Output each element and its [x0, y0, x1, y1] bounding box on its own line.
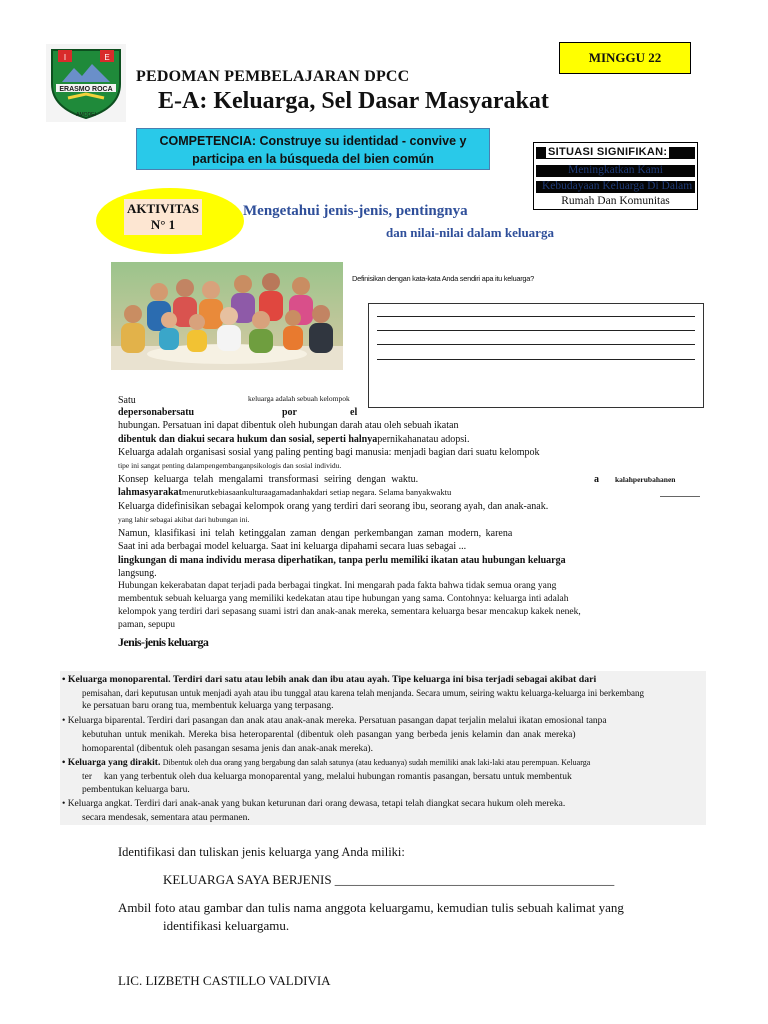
type-item-line: pemisahan, dari keputusan untuk menjadi ayah atau ibu tunggal atau karena telah menjanda. Secara umum, seiring waktu keluarga-keluarga ini berkembang [82, 688, 644, 698]
activity-title-2: dan nilai-nilai dalam keluarga [386, 225, 554, 240]
body-line: membentuk sebuah keluarga yang memiliki kedekatan atau tipe hubungan yang sama. Contohnya: keluarga inti adalah [118, 594, 569, 604]
body-line: kelompok yang terdiri dari sepasang suami istri dan anak-anak mereka, sementara keluarga besar mencakup kakek nenek, [118, 607, 581, 617]
body-rest: pernikahanatau adopsi. [377, 434, 470, 445]
photo-instruction [118, 899, 624, 935]
type-item-biparental: • Keluarga biparental. Terdiri dari pasangan dan anak atau anak-anak mereka. Persatuan pasangan dapat terjalin melalui ikatan emosional tanpa [62, 716, 607, 726]
situasi-caption: SITUASI SIGNIFIKAN: [548, 146, 668, 158]
body-line: hubungan. Persatuan ini dapat dibentuk oleh hubungan darah atau oleh sebuah ikatan [118, 420, 459, 431]
logo-panel-left: I [63, 53, 67, 62]
body-line: por [282, 407, 297, 418]
body-line: a [594, 474, 599, 485]
body-line: paman, sepupu [118, 620, 175, 630]
guide-title: PEDOMAN PEMBELAJARAN DPCC [136, 68, 410, 85]
teacher-signature: LIC. LIZBETH CASTILLO VALDIVIA [118, 973, 331, 988]
body-line: lingkungan di mana individu merasa diperhatikan, tanpa perlu memiliki ikatan atau hubungan keluarga [118, 555, 566, 566]
body-line [118, 433, 469, 446]
type-item-adoptive: • Keluarga angkat. Terdiri dari anak-anak yang bukan keturunan dari orang dewasa, tetapi telah diangkat secara hukum oleh mereka. [62, 799, 566, 809]
body-line: Namun, klasifikasi ini telah ketinggalan zaman dengan perkembangan zaman modern, karena [118, 528, 513, 539]
type-item-line: homoparental (dibentuk oleh pasangan sesama jenis dan anak-anak mereka). [82, 744, 373, 754]
page-title: E-A: Keluarga, Sel Dasar Masyarakat [158, 88, 549, 114]
body-line: langsung. [118, 568, 157, 579]
school-logo [46, 44, 126, 122]
photo-instruction-line-1: Ambil foto atau gambar dan tulis nama anggota keluargamu, kemudian tulis sebuah kalimat yang [118, 900, 624, 915]
activity-title-1: Mengetahui jenis-jenis, pentingnya [243, 203, 468, 219]
type-item-line: ter kan yang terbentuk oleh dua keluarga monoparental yang, melalui hubungan romantis pasangan, bersatu untuk membentuk [82, 772, 572, 782]
body-line: Satu [118, 395, 136, 406]
answer-line [377, 344, 695, 345]
type-item-bold: • Keluarga yang dirakit. [62, 758, 161, 768]
answer-line [377, 330, 695, 331]
body-line: depersonabersatu [118, 407, 195, 418]
family-type-field[interactable]: KELUARGA SAYA BERJENIS ___________________________________________ [163, 872, 615, 887]
body-line: Keluarga adalah organisasi sosial yang paling penting bagi manusia: menjadi bagian dari suatu kelompok [118, 447, 540, 458]
type-item-line: secara mendesak, sementara atau permanen. [82, 813, 250, 823]
type-item-line: pembentukan keluarga baru. [82, 785, 190, 795]
body-line [118, 486, 451, 499]
type-item-rest: Dibentuk oleh dua orang yang bergabung dan salah satunya (atau keduanya) sudah memiliki anak laki-laki atau perempuan. Keluarga [162, 758, 591, 767]
logo-panel-right: E [104, 53, 110, 62]
answer-box[interactable] [368, 303, 704, 408]
identify-instruction: Identifikasi dan tuliskan jenis keluarga yang Anda miliki: [118, 845, 405, 859]
type-item-monoparental: • Keluarga monoparental. Terdiri dari satu atau lebih anak dan ibu atau ayah. Tipe keluarga ini bisa terjadi sebagai akibat dari [62, 674, 597, 685]
situasi-box [533, 142, 698, 210]
situasi-line-2: Kebudayaan Keluarga Di Dalam [542, 180, 693, 192]
family-photo [111, 262, 343, 370]
competencia-box [136, 128, 490, 170]
type-item-line: ke persatuan baru orang tua, membentuk keluarga yang terpasang. [82, 701, 334, 711]
blank-line [660, 496, 700, 497]
body-line: Saat ini ada berbagai model keluarga. Saat ini keluarga dipahami secara luas sebagai ... [118, 541, 467, 552]
body-bold: lahmasyarakat [118, 487, 182, 498]
activity-label-line-2: N° 1 [150, 217, 176, 232]
photo-instruction-line-2: identifikasi keluargamu. [163, 918, 290, 933]
competencia-line-1: COMPETENCIA: Construye su identidad - convive y [159, 134, 467, 148]
situasi-line-1: Meningkatkan Kami [568, 164, 663, 176]
answer-line [377, 359, 695, 360]
body-rest: menurutkebiasaankulturaagamadanhakdari setiap negara. Selama banyakwaktu [181, 487, 452, 497]
body-line: Hubungan kekerabatan dapat terjadi pada berbagai tingkat. Ini mengarah pada fakta bahwa tidak semua orang yang [118, 581, 557, 591]
body-line: Konsep keluarga telah mengalami transformasi seiring dengan waktu. [118, 474, 419, 485]
logo-top-text: ERASMO ROCA [59, 86, 113, 93]
body-line: el [350, 407, 358, 418]
week-badge: MINGGU 22 [559, 42, 691, 74]
activity-label [124, 199, 202, 235]
types-heading: Jenis-jenis keluarga [118, 635, 209, 649]
answer-line [377, 316, 695, 317]
competencia-line-2: participa en la búsqueda del bien común [192, 152, 434, 166]
body-line: yang lahir sebagai akibat dari hubungan ini. [118, 515, 250, 524]
body-line: kalahperubahanen [615, 475, 676, 484]
activity-label-line-1: AKTIVITAS [126, 201, 199, 216]
body-bold: dibentuk dan diakui secara hukum dan sosial, seperti halnya [118, 434, 378, 445]
situasi-line-3: Rumah Dan Komunitas [561, 195, 670, 207]
body-line: tipe ini sangat penting dalampengembanganpsikologis dan sosial individu. [118, 461, 342, 470]
type-item-assembled [62, 757, 590, 769]
logo-bottom-text: AMODEI [76, 112, 96, 118]
body-line: keluarga adalah sebuah kelompok [248, 394, 350, 403]
type-item-line: kebutuhan untuk menikah. Mereka bisa heteroparental (dibentuk oleh pasangan yang berbeda jenis kelamin dan anak mereka) [82, 730, 576, 740]
body-line: Keluarga didefinisikan sebagai kelompok orang yang terdiri dari seorang ibu, seorang ayah, dan anak-anak. [118, 501, 549, 512]
question-text: Definisikan dengan kata-kata Anda sendiri apa itu keluarga? [352, 274, 535, 283]
family-types-box [60, 671, 706, 825]
